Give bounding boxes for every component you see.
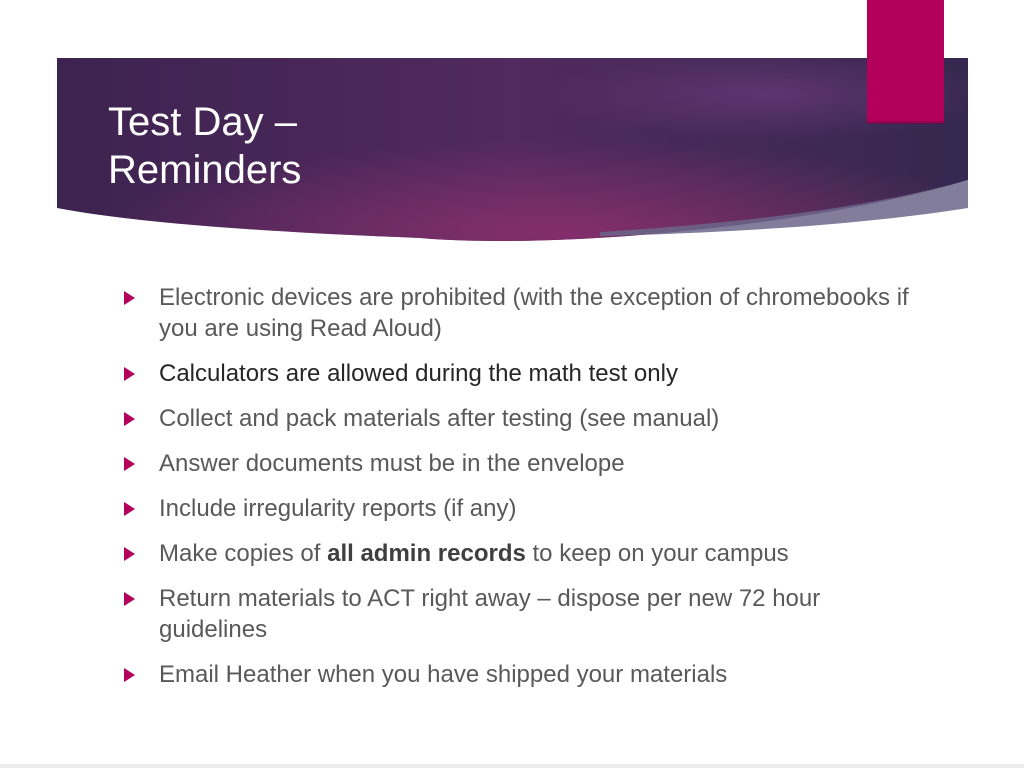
- triangle-right-icon: [124, 547, 135, 561]
- accent-tab-shadow: [867, 121, 944, 124]
- bullet-text: Electronic devices are prohibited (with the exception of chromebooks if you are using Read Aloud): [159, 284, 909, 342]
- list-item: [120, 448, 920, 479]
- bullet-text: Calculators are allowed during the math test only: [159, 360, 678, 387]
- bullet-text: Answer documents must be in the envelope: [159, 450, 625, 477]
- bullet-text-bold: all admin records: [327, 540, 526, 567]
- triangle-right-icon: [124, 592, 135, 606]
- bullet-text-before: Make copies of: [159, 540, 328, 567]
- slide-title: [108, 98, 708, 194]
- triangle-right-icon: [124, 412, 135, 426]
- bottom-divider: [0, 764, 1024, 768]
- bullet-text-after: to keep on your campus: [525, 540, 789, 567]
- title-line-2: Reminders: [108, 148, 302, 192]
- list-item: [120, 659, 920, 690]
- triangle-right-icon: [124, 367, 135, 381]
- triangle-right-icon: [124, 668, 135, 682]
- list-item: [120, 583, 920, 645]
- triangle-right-icon: [124, 457, 135, 471]
- triangle-right-icon: [124, 502, 135, 516]
- bullet-text: Include irregularity reports (if any): [159, 495, 517, 522]
- bullet-text: Collect and pack materials after testing (see manual): [159, 405, 720, 432]
- title-line-1: Test Day –: [108, 100, 297, 144]
- list-item: [120, 282, 920, 344]
- bullet-text: Return materials to ACT right away – dispose per new 72 hour guidelines: [159, 585, 821, 643]
- list-item: [120, 403, 920, 434]
- accent-tab: [867, 0, 944, 123]
- list-item: [120, 538, 920, 569]
- list-item: [120, 493, 920, 524]
- list-item: [120, 358, 920, 389]
- bullet-list: [120, 282, 920, 704]
- bullet-text: Email Heather when you have shipped your materials: [159, 661, 728, 688]
- triangle-right-icon: [124, 291, 135, 305]
